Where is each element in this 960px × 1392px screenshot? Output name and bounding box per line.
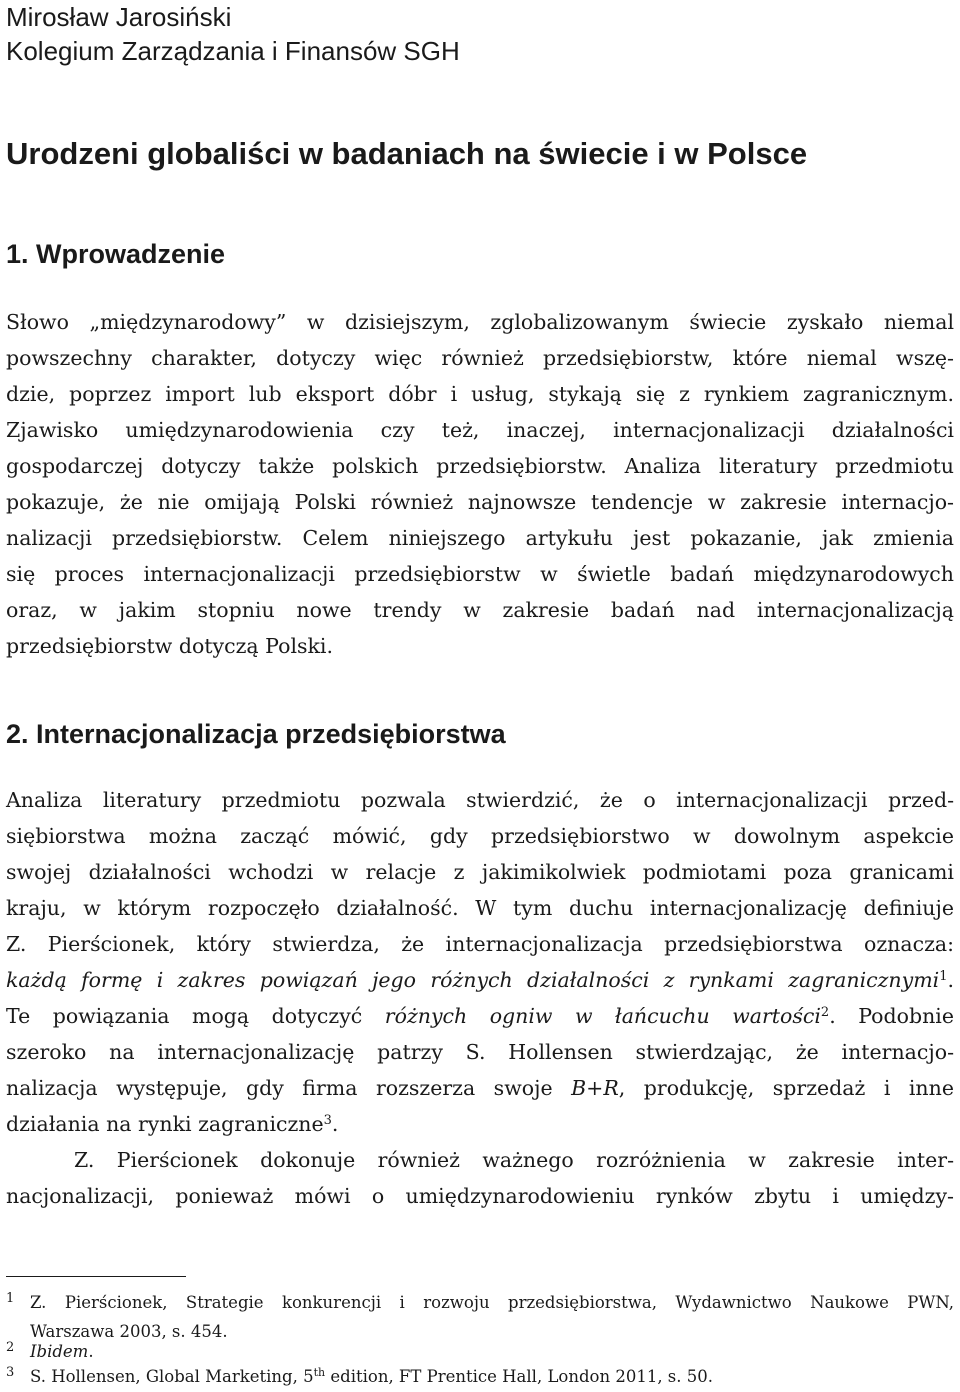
text-line: powszechny charakter, dotyczy więc również przedsiębiorstw, które niemal wszę- <box>6 346 954 370</box>
footnote-rule <box>6 1276 186 1277</box>
text-line: Zjawisko umiędzynarodowienia czy też, inaczej, internacjonalizacji działalności <box>6 418 954 442</box>
text-line <box>6 998 954 1034</box>
text-line: nalizacji przedsiębiorstw. Celem niniejszego artykułu jest pokazanie, jak zmienia <box>6 526 954 550</box>
text-line <box>6 1070 954 1106</box>
text-line: Z. Pierścionek, który stwierdza, że internacjonalizacja przedsiębiorstwa oznacza: <box>6 932 954 956</box>
footnote-number: 1 <box>6 1291 15 1306</box>
text-line <box>6 1106 954 1142</box>
author-affiliation: Kolegium Zarządzania i Finansów SGH <box>6 36 460 66</box>
text-run: działania na rynki zagraniczne <box>6 1112 324 1136</box>
text-line: przedsiębiorstw dotyczą Polski. <box>6 634 334 658</box>
text-line: Słowo „międzynarodowy” w dzisiejszym, zglobalizowanym świecie zyskało niemal <box>6 310 954 334</box>
footnote-text <box>6 1362 954 1391</box>
footnote-ref-3[interactable]: 3 <box>323 1113 332 1128</box>
section-1-paragraph <box>6 304 954 664</box>
author-block <box>6 0 460 68</box>
text-line: pokazuje, że nie omijają Polski również najnowsze tendencje w zakresie internacjo- <box>6 490 954 514</box>
footnote-ref-1[interactable]: 1 <box>939 969 948 984</box>
author-name: Mirosław Jarosiński <box>6 2 232 32</box>
text-line: Analiza literatury przedmiotu pozwala stwierdzić, że o internacjonalizacji przed- <box>6 788 954 812</box>
footnote-number: 2 <box>6 1340 15 1355</box>
text-line: szeroko na internacjonalizację patrzy S. Hollensen stwierdzając, że internacjo- <box>6 1040 954 1064</box>
text-line: swojej działalności wchodzi w relacje z jakimikolwiek podmiotami poza granicami <box>6 860 954 884</box>
section-2-paragraph-1 <box>6 782 954 1142</box>
footnote-italic: Ibidem <box>30 1342 89 1361</box>
quote-italic: różnych ogniw w łańcuchu wartości <box>384 1004 821 1028</box>
text-line: Z. Pierścionek dokonuje również ważnego rozróżnienia w zakresie inter- <box>74 1148 954 1172</box>
math-term: B+R <box>571 1076 619 1100</box>
section-2-paragraph-2 <box>6 1142 954 1214</box>
text-line: oraz, w jakim stopniu nowe trendy w zakresie badań nad internacjonalizacją <box>6 598 954 622</box>
text-run: S. Hollensen, Global Marketing, 5 <box>30 1367 314 1386</box>
text-run: . <box>88 1342 94 1361</box>
text-run: , produkcję, sprzedaż i inne <box>618 1076 954 1100</box>
text-line: się proces internacjonalizacji przedsiębiorstw w świetle badań międzynarodowych <box>6 562 954 586</box>
text-run: . Podobnie <box>829 1004 954 1028</box>
quote-italic: każdą formę i zakres powiązań jego różnych działalności z rynkami zagranicznymi <box>6 968 940 992</box>
text-run: nalizacja występuje, gdy firma rozszerza swoje <box>6 1076 572 1100</box>
section-heading-2: 2. Internacjonalizacja przedsiębiorstwa <box>6 719 506 749</box>
text-run: Te powiązania mogą dotyczyć <box>6 1004 385 1028</box>
footnote-3 <box>6 1362 954 1391</box>
text-line: nacjonalizacji, ponieważ mówi o umiędzynarodowieniu rynków zbytu i umiędzy- <box>6 1184 954 1208</box>
text-line: gospodarczej dotyczy także polskich przedsiębiorstw. Analiza literatury przedmiotu <box>6 454 954 478</box>
footnote-text: Z. Pierścionek, Strategie konkurencji i rozwoju przedsiębiorstwa, Wydawnictwo Naukowe PWN, <box>30 1293 954 1312</box>
footnote-ref-2[interactable]: 2 <box>820 1005 830 1020</box>
text-line: każdą formę i zakres powiązań jego różnych działalności z rynkami zagranicznymi$^1$. <box>6 968 954 992</box>
superscript: th <box>313 1366 326 1379</box>
section-heading-1: 1. Wprowadzenie <box>6 239 226 269</box>
text-line: siębiorstwa można zacząć mówić, gdy przedsiębiorstwo w dowolnym aspekcie <box>6 824 954 848</box>
text-run: edition, FT Prentice Hall, London 2011, s. 50. <box>325 1367 714 1386</box>
text-run: . <box>331 1112 339 1136</box>
text-line: kraju, w którym rozpoczęło działalność. W tym duchu internacjonalizację definiuje <box>6 896 954 920</box>
paper-title: Urodzeni globaliści w badaniach na świecie i w Polsce <box>6 136 808 171</box>
footnote-number: 3 <box>6 1365 15 1380</box>
footnote-text: Warszawa 2003, s. 454. <box>30 1322 228 1341</box>
text-line: dzie, poprzez import lub eksport dóbr i usług, stykają się z rynkiem zagranicznym. <box>6 382 954 406</box>
